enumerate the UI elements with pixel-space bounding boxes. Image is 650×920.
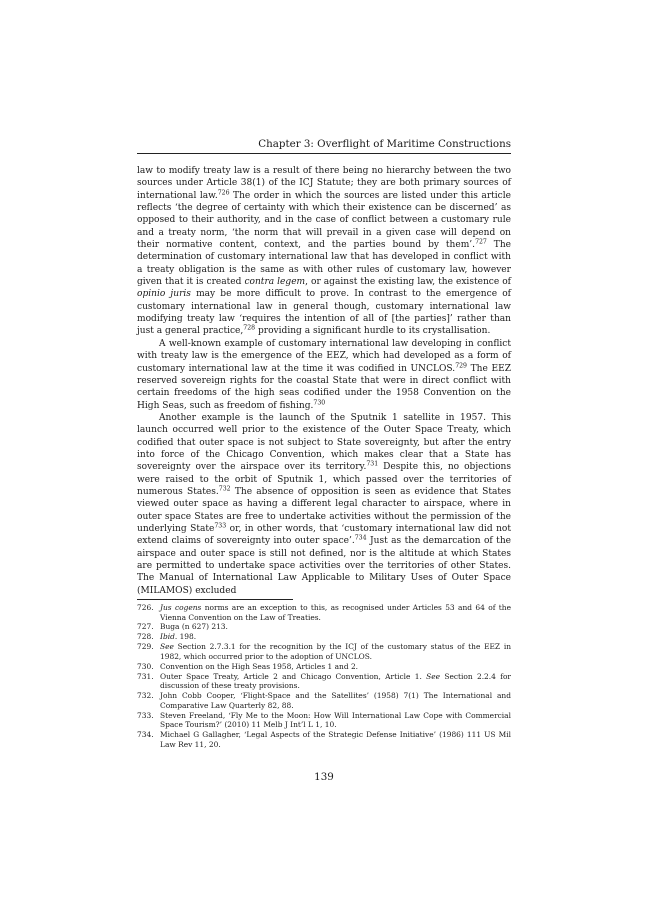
footnote-text: See Section 2.7.3.1 for the recognition by the ICJ of the customary status of the EEZ in 1982, which occurred prior to the adoption of UNCLOS. (160, 642, 511, 661)
footnote (137, 691, 511, 710)
footnote-text: Jus cogens norms are an exception to this, as recognised under Articles 53 and 64 of the Vienna Convention on the Law of Treaties. (160, 603, 511, 622)
footnote-text: John Cobb Cooper, ‘Flight-Space and the Satellites’ (1958) 7(1) The International and Comparative Law Quarterly 82, 88. (160, 691, 511, 710)
footnote-ref[interactable]: 729 (455, 362, 467, 369)
header-rule (137, 153, 511, 154)
footnote-ref[interactable]: 728 (243, 324, 256, 332)
footnote (137, 642, 511, 661)
footnote-text: Outer Space Treaty, Article 2 and Chicago Convention, Article 1. See Section 2.2.4 for discussion of these treaty provisions. (160, 671, 511, 691)
footnote-number: 731. (137, 671, 154, 681)
footnote (137, 622, 511, 632)
footnote-text: Steven Freeland, ‘Fly Me to the Moon: How Will International Law Cope with Commercial Space Tourism?’ (2010) 11 Melb J Int’l L 1, 10. (160, 710, 511, 730)
footnote-ref[interactable]: 731 (366, 460, 379, 468)
paragraph-1: law to modify treaty law is a result of there being no hierarchy between the two sources under Article 38(1) of the ICJ Statute; they are both primary sources of international law.$^{726}$ The order in which the sources are listed under this article reflects ‘the degree of certainty with which their existence can be discerned’ as opposed to their authority, and in the case of conflict between a customary rule and a treaty norm, ‘the norm that will prevail in a given case will depend on their normative content, context, and the parties bound by them’.$^{727}$ The determination of customary international law that has developed in conflict with a treaty obligation is the same as with other rules of customary law, however given that it is created contra legem, or against the existing law, the existence of opinio juris may be more difficult to prove. In contrast to the emergence of customary international law in general though, customary international law modifying treaty law ‘requires the intention of all of [the parties]’ rather than just a general practice,$^{728}$ providing a significant hurdle to its crystallisation. (137, 166, 512, 337)
footnote (137, 730, 511, 749)
footnote-number: 730. (137, 661, 154, 671)
paragraph-3: Another example is the launch of the Sputnik 1 satellite in 1957. This launch occurred well prior to the existence of the Outer Space Treaty, which codified that outer space is not subject to State sovereignty, but after the entry into force of the Chicago Convention, which makes clear that a State has sovereignty over the airspace over its territory.$^{731}$ Despite this, no objections were raised to the orbit of Sputnik 1, which passed over the territories of numerous States.$^{732}$ The absence of opposition is seen as evidence that States viewed outer space as having a different legal character to airspace, where in outer space States are free to undertake activities without the permission of the underlying State$^{733}$ or, in other words, that ‘customary international law did not extend claims of sovereignty into outer space’.$^{734}$ Just as the demarcation of the airspace and outer space is still not defined, nor is the altitude at which States are permitted to undertake space activities over the territories of other States. The Manual of International Law Applicable to Military Uses of Outer Space (MILAMOS) excluded (137, 412, 512, 596)
main-text (137, 165, 511, 597)
footnote-number: 734. (137, 730, 154, 740)
footnote-ref[interactable]: 732 (218, 485, 231, 493)
running-head: Chapter 3: Overflight of Maritime Constructions (258, 138, 511, 150)
footnote-ref[interactable]: 727 (475, 238, 487, 246)
footnote-number: 727. (137, 622, 154, 632)
footnote-text: Convention on the High Seas 1958, Articles 1 and 2. (160, 661, 359, 671)
footnote-text: Buga (n 627) 213. (160, 622, 228, 632)
footnote-rule (137, 599, 293, 600)
footnote (137, 632, 511, 642)
paragraph-2: A well-known example of customary international law developing in conflict with treaty law is the emergence of the EEZ, which had developed as a form of customary international law at the time it was codified in UNCLOS.$^{729}$ The EEZ reserved sovereign rights for the coastal State that were in direct conflict with certain freedoms of the high seas codified under the 1958 Convention on the High Seas, such as freedom of fishing.$^{730}$ (137, 338, 511, 411)
footnote-text: Ibid. 198. (160, 632, 197, 642)
footnote-ref[interactable]: 733 (214, 522, 227, 530)
footnote (137, 711, 511, 730)
footnote-number: 732. (137, 691, 154, 701)
footnote-text: Michael G Gallagher, ‘Legal Aspects of the Strategic Defense Initiative’ (1986) 111 US Mil Law Rev 11, 20. (160, 730, 511, 749)
footnote-ref[interactable]: 734 (354, 534, 367, 542)
footnote-number: 726. (137, 603, 154, 612)
page-number: 139 (314, 771, 334, 783)
footnote (137, 603, 511, 622)
footnote (137, 662, 511, 672)
footnote-number: 728. (137, 632, 154, 642)
footnote-number: 729. (137, 642, 154, 652)
footnote-number: 733. (137, 710, 154, 720)
footnote-ref[interactable]: 726 (217, 189, 230, 197)
footnotes (137, 603, 511, 750)
footnote (137, 672, 511, 691)
footnote-ref[interactable]: 730 (313, 399, 326, 407)
